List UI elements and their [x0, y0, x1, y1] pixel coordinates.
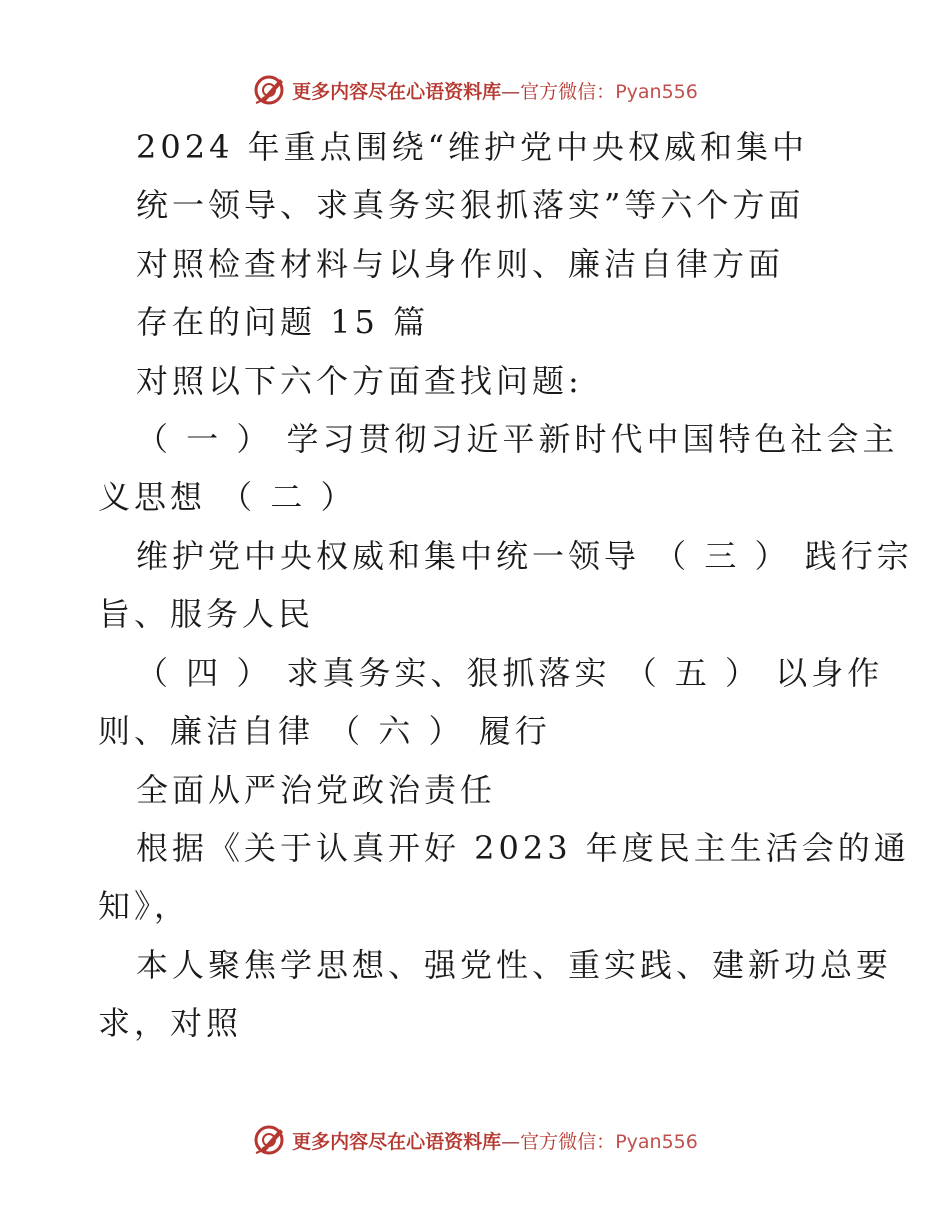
doc-paragraph-line: 知》， — [98, 887, 191, 925]
red-pen-circle-logo-icon — [252, 73, 286, 107]
doc-paragraph-line: 则、廉洁自律 （ 六 ） 履行 — [98, 712, 551, 750]
doc-paragraph-line: 求，对照 — [98, 1004, 243, 1042]
doc-paragraph-line: 根据《关于认真开好 2023 年度民主生活会的通 — [136, 829, 910, 867]
doc-paragraph-line: 维护党中央权威和集中统一领导 （ 三 ） 践行宗 — [136, 537, 913, 575]
banner-wechat-id: Pyan556 — [615, 1130, 698, 1153]
doc-paragraph-line: （ 一 ） 学习贯彻习近平新时代中国特色社会主 — [136, 420, 899, 458]
doc-title-line-4: 存在的问题 15 篇 — [136, 303, 430, 341]
banner-main-text: 更多内容尽在心语资料库 — [292, 1130, 502, 1153]
footer-banner — [0, 1118, 950, 1162]
banner-main-text: 更多内容尽在心语资料库 — [292, 80, 502, 103]
doc-paragraph-line: 对照以下六个方面查找问题: — [136, 362, 583, 400]
doc-paragraph-line: 全面从严治党政治责任 — [136, 771, 497, 809]
doc-title-line-2: 统一领导、求真务实狠抓落实”等六个方面 — [136, 186, 805, 224]
banner-wechat-label: 官方微信： — [520, 1130, 616, 1153]
header-banner — [0, 68, 950, 112]
doc-paragraph-line: 本人聚焦学思想、强党性、重实践、建新功总要 — [136, 946, 893, 984]
banner-separator: — — [501, 80, 521, 103]
doc-paragraph-line: （ 四 ） 求真务实、狠抓落实 （ 五 ） 以身作 — [136, 654, 884, 692]
doc-paragraph-line: 旨、服务人民 — [98, 595, 315, 633]
banner-separator: — — [501, 1130, 521, 1153]
banner-text — [292, 1127, 698, 1154]
doc-title-line-3: 对照检查材料与以身作则、廉洁自律方面 — [136, 245, 785, 283]
banner-text — [292, 77, 698, 104]
banner-wechat-label: 官方微信： — [520, 80, 616, 103]
banner-wechat-id: Pyan556 — [615, 80, 698, 103]
red-pen-circle-logo-icon — [252, 1123, 286, 1157]
doc-title-line-1: 2024 年重点围绕“维护党中央权威和集中 — [136, 128, 808, 166]
doc-paragraph-line: 义思想 （ 二 ） — [98, 478, 357, 516]
